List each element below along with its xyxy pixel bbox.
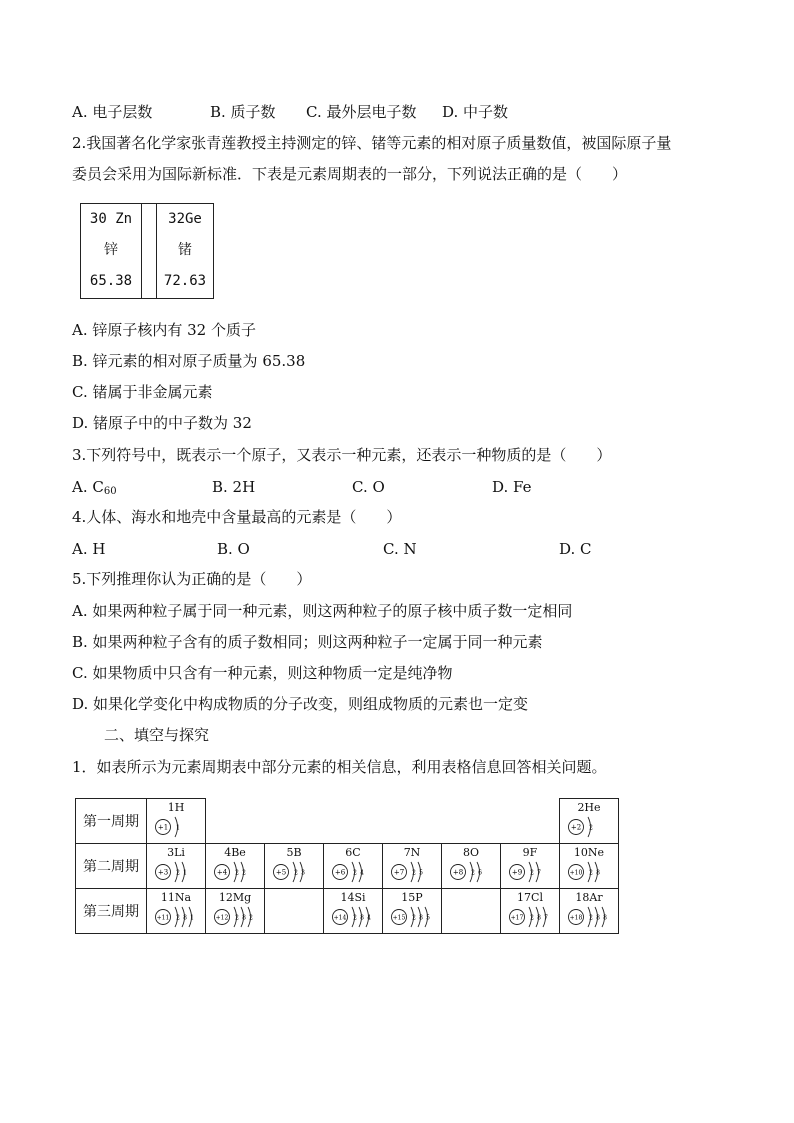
nucleus-charge: +15 <box>392 914 406 922</box>
q5-option-b: B. 如果两种粒子含有的质子数相同；则这两种粒子一定属于同一种元素 <box>72 633 543 651</box>
shell-electron-count: 8 <box>183 914 187 922</box>
element-cell <box>560 889 619 934</box>
period-row <box>76 844 619 889</box>
shell-electron-count: 2 <box>353 869 357 877</box>
zn-number-symbol: 30 Zn <box>89 211 133 227</box>
q4-option-a: A. H <box>72 540 106 558</box>
shell-electron-count: 2 <box>353 914 357 922</box>
ge-mass: 72.63 <box>163 273 207 289</box>
nucleus-charge: +3 <box>157 868 169 877</box>
q2-option-a: A. 锌原子核内有 32 个质子 <box>72 321 256 339</box>
atomic-structure-diagram <box>151 905 201 929</box>
period-row <box>76 799 619 844</box>
element-cell <box>147 844 206 889</box>
nucleus-charge: +12 <box>215 914 229 922</box>
q3-option-c: C. O <box>352 478 385 496</box>
element-label: 18Ar <box>575 891 603 904</box>
nucleus-charge: +8 <box>452 868 464 877</box>
q2-stem-line1: 2.我国著名化学家张青莲教授主持测定的锌、锗等元素的相对原子质量数值，被国际原子量 <box>72 134 672 152</box>
ge-cell <box>157 204 213 298</box>
q1-option-b: B. 质子数 <box>210 103 276 121</box>
shell-electron-count: 2 <box>242 869 246 877</box>
atomic-structure-diagram <box>564 815 614 839</box>
element-label: 7N <box>403 846 421 859</box>
atomic-structure-diagram <box>505 905 555 929</box>
q3-options <box>72 477 532 502</box>
q1-option-d: D. 中子数 <box>442 103 509 121</box>
shell-electron-count: 2 <box>589 914 593 922</box>
shell-electron-count: 1 <box>190 914 194 922</box>
atomic-structure-diagram <box>210 860 260 884</box>
q3-option-d: D. Fe <box>492 478 532 496</box>
empty-cell <box>265 889 324 934</box>
element-cell <box>383 889 442 934</box>
element-label: 6C <box>345 846 361 859</box>
atomic-structure-diagram <box>328 860 378 884</box>
periodic-table <box>75 798 619 934</box>
q1-option-a: A. 电子层数 <box>72 103 153 121</box>
empty-cell <box>383 799 442 844</box>
element-info-table <box>80 203 214 299</box>
nucleus-charge: +14 <box>333 914 347 922</box>
q5-option-a: A. 如果两种粒子属于同一种元素，则这两种粒子的原子核中质子数一定相同 <box>72 602 573 620</box>
element-label: 1H <box>167 801 185 814</box>
shell-electron-count: 4 <box>360 869 364 877</box>
nucleus-charge: +2 <box>570 823 582 832</box>
shell-electron-count: 2 <box>530 869 534 877</box>
nucleus-charge: +4 <box>216 868 228 877</box>
ge-name: 锗 <box>178 242 192 258</box>
shell-electron-count: 8 <box>596 914 600 922</box>
element-label: 12Mg <box>218 891 252 904</box>
shell-electron-count: 1 <box>176 824 180 832</box>
element-label: 17Cl <box>517 891 543 904</box>
shell-electron-count: 2 <box>249 914 253 922</box>
atomic-structure-diagram <box>328 905 378 929</box>
shell-electron-count: 2 <box>471 869 475 877</box>
empty-cell <box>442 799 501 844</box>
element-cell <box>501 844 560 889</box>
q3-stem: 3.下列符号中，既表示一个原子，又表示一种元素，还表示一种物质的是（ ） <box>72 446 612 464</box>
atomic-structure-diagram <box>210 905 260 929</box>
element-cell <box>383 844 442 889</box>
q2-option-d: D. 锗原子中的中子数为 32 <box>72 414 252 432</box>
nucleus-charge: +1 <box>157 823 169 832</box>
shell-electron-count: 2 <box>176 914 180 922</box>
nucleus-charge: +17 <box>510 914 524 922</box>
element-cell <box>324 889 383 934</box>
atomic-structure-diagram <box>151 815 201 839</box>
q5-option-c: C. 如果物质中只含有一种元素，则这种物质一定是纯净物 <box>72 664 453 682</box>
element-label: 4Be <box>224 846 246 859</box>
atomic-structure-diagram <box>564 905 614 929</box>
element-label: 14Si <box>340 891 366 904</box>
q4-option-d: D. C <box>559 540 592 558</box>
period-label: 第一周期 <box>76 799 147 844</box>
shell-electron-count: 4 <box>367 914 371 922</box>
element-cell <box>560 799 619 844</box>
table-gap <box>141 204 157 298</box>
shell-electron-count: 7 <box>537 869 541 877</box>
atomic-structure-diagram <box>151 860 201 884</box>
section2-q1-stem: 1．如表所示为元素周期表中部分元素的相关信息，利用表格信息回答相关问题。 <box>72 758 607 776</box>
shell-electron-count: 2 <box>589 824 593 832</box>
section-heading: 二、填空与探究 <box>104 726 210 744</box>
nucleus-charge: +7 <box>393 868 405 877</box>
atomic-structure-diagram <box>505 860 555 884</box>
q3-option-b: B. 2H <box>212 478 256 496</box>
shell-electron-count: 8 <box>242 914 246 922</box>
ge-number-symbol: 32Ge <box>168 211 202 227</box>
element-label: 3Li <box>167 846 185 859</box>
period-row <box>76 889 619 934</box>
shell-electron-count: 2 <box>235 914 239 922</box>
element-cell <box>560 844 619 889</box>
q3-option-a: A. $C_{60}$ <box>72 478 117 497</box>
shell-electron-count: 5 <box>426 914 430 922</box>
empty-cell <box>206 799 265 844</box>
shell-electron-count: 2 <box>530 914 534 922</box>
element-label: 15P <box>401 891 423 904</box>
nucleus-charge: +18 <box>569 914 583 922</box>
nucleus-charge: +5 <box>275 868 287 877</box>
atomic-structure-diagram <box>269 860 319 884</box>
shell-electron-count: 2 <box>412 869 416 877</box>
shell-electron-count: 2 <box>235 869 239 877</box>
zn-name: 锌 <box>104 242 118 258</box>
atomic-structure-diagram <box>564 860 614 884</box>
nucleus-charge: +9 <box>511 868 523 877</box>
shell-electron-count: 8 <box>537 914 541 922</box>
q2-option-b: B. 锌元素的相对原子质量为 65.38 <box>72 352 306 370</box>
nucleus-charge: +10 <box>569 869 583 877</box>
atomic-structure-diagram <box>387 905 437 929</box>
nucleus-charge: +6 <box>334 868 346 877</box>
element-label: 11Na <box>160 891 192 904</box>
nucleus-charge: +11 <box>156 914 170 922</box>
shell-electron-count: 8 <box>596 869 600 877</box>
shell-electron-count: 3 <box>301 869 305 877</box>
q1-option-c: C. 最外层电子数 <box>306 103 417 121</box>
q2-option-c: C. 锗属于非金属元素 <box>72 383 213 401</box>
element-cell <box>147 799 206 844</box>
element-cell <box>442 844 501 889</box>
element-label: 5B <box>286 846 302 859</box>
shell-electron-count: 6 <box>478 869 482 877</box>
shell-electron-count: 7 <box>544 914 548 922</box>
element-cell <box>501 889 560 934</box>
q2-stem-line2: 委员会采用为国际新标准．下表是元素周期表的一部分，下列说法正确的是（ ） <box>72 165 628 183</box>
empty-cell <box>442 889 501 934</box>
element-cell <box>206 844 265 889</box>
q4-stem: 4.人体、海水和地壳中含量最高的元素是（ ） <box>72 508 402 526</box>
element-label: 2He <box>577 801 601 814</box>
q5-stem: 5.下列推理你认为正确的是（ ） <box>72 570 312 588</box>
shell-electron-count: 2 <box>589 869 593 877</box>
element-label: 10Ne <box>573 846 605 859</box>
q4-option-b: B. O <box>217 540 250 558</box>
atomic-structure-diagram <box>446 860 496 884</box>
shell-electron-count: 5 <box>419 869 423 877</box>
element-cell <box>324 844 383 889</box>
shell-electron-count: 8 <box>419 914 423 922</box>
empty-cell <box>265 799 324 844</box>
element-cell <box>147 889 206 934</box>
shell-electron-count: 8 <box>603 914 607 922</box>
shell-electron-count: 2 <box>412 914 416 922</box>
shell-electron-count: 1 <box>183 869 187 877</box>
element-cell <box>206 889 265 934</box>
shell-electron-count: 8 <box>360 914 364 922</box>
q1-options <box>72 102 508 122</box>
q4-options <box>72 539 592 559</box>
zn-cell <box>81 204 141 298</box>
q4-option-c: C. N <box>383 540 417 558</box>
period-label: 第三周期 <box>76 889 147 934</box>
shell-electron-count: 2 <box>294 869 298 877</box>
empty-cell <box>324 799 383 844</box>
q5-option-d: D. 如果化学变化中构成物质的分子改变，则组成物质的元素也一定变 <box>72 695 529 713</box>
q2-stem <box>72 128 722 190</box>
atomic-structure-diagram <box>387 860 437 884</box>
element-label: 8O <box>462 846 480 859</box>
zn-mass: 65.38 <box>89 273 133 289</box>
period-label: 第二周期 <box>76 844 147 889</box>
element-label: 9F <box>522 846 538 859</box>
shell-electron-count: 2 <box>176 869 180 877</box>
empty-cell <box>501 799 560 844</box>
element-cell <box>265 844 324 889</box>
